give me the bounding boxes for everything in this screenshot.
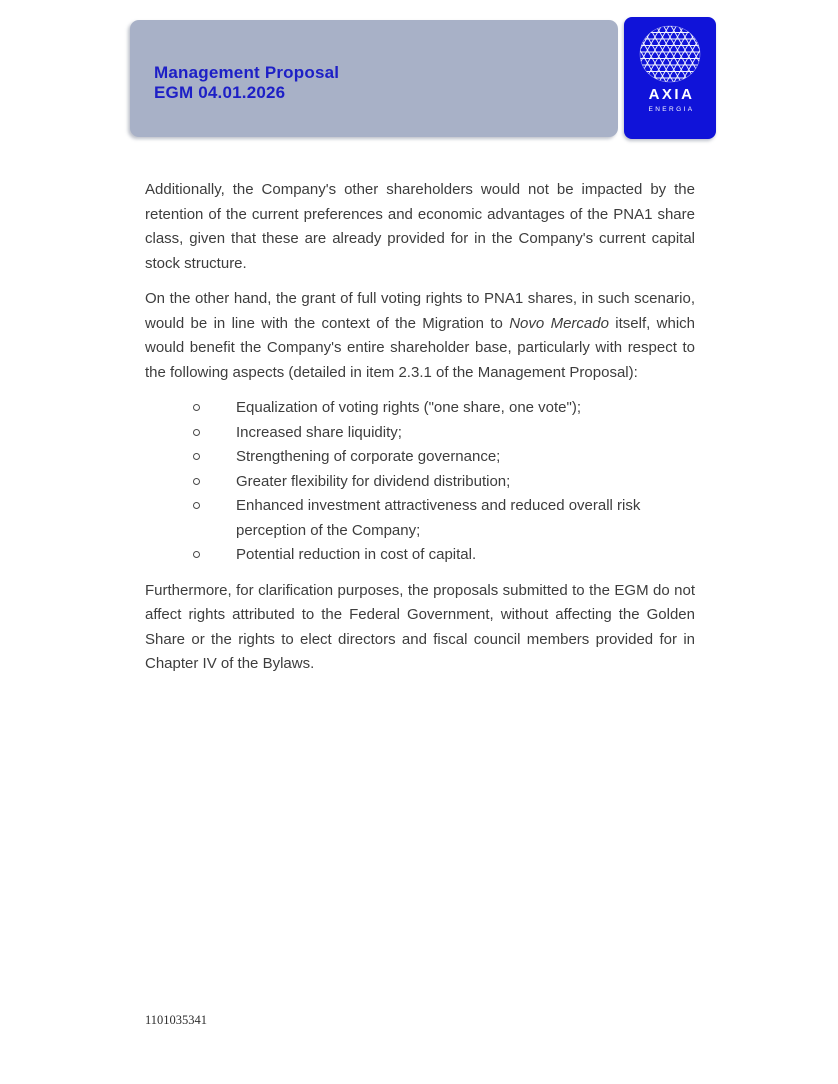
title-line-1: Management Proposal bbox=[154, 63, 340, 82]
logo-brand-text: AXIA bbox=[648, 86, 695, 103]
list-item-text: Increased share liquidity; bbox=[236, 423, 402, 441]
list-item bbox=[145, 421, 695, 446]
aspects-list bbox=[145, 396, 695, 568]
list-item-text: Equalization of voting rights ("one share, one vote"); bbox=[236, 399, 582, 416]
geodesic-sphere-icon bbox=[637, 25, 703, 85]
list-item-text: Strengthening of corporate governance; bbox=[236, 448, 501, 465]
paragraph-1: Additionally, the Company's other shareholders would not be impacted by the retention of the current preferences and economic advantages of the PNA1 share class, given that these are already provided for in the Company's current capital stock structure. bbox=[145, 181, 695, 272]
axia-logo bbox=[624, 17, 716, 139]
list-item bbox=[145, 494, 695, 543]
circle-bullet-icon bbox=[193, 551, 200, 558]
paragraph-2-part2: itself, which would benefit the Company's entire shareholder base, particularly with respect to the following aspects (detailed in item 2.3.1 of the Management Proposal): bbox=[145, 314, 695, 381]
list-item bbox=[145, 445, 695, 470]
list-item bbox=[145, 543, 695, 568]
paragraph-3: Furthermore, for clarification purposes, the proposals submitted to the EGM do not affect rights attributed to the Federal Government, without affecting the Golden Share or the rights to elect directors and fiscal council members provided for in Chapter IV of the Bylaws. bbox=[145, 581, 695, 672]
circle-bullet-icon bbox=[193, 429, 200, 436]
title-line-2: EGM 04.01.2026 bbox=[154, 83, 286, 102]
paragraph-2-italic: Novo Mercado bbox=[509, 314, 609, 332]
circle-bullet-icon bbox=[193, 502, 200, 509]
circle-bullet-icon bbox=[193, 453, 200, 460]
paragraph-2-part1: On the other hand, the grant of full voting rights to PNA1 shares, in such scenario, would be in line with the context of the Migration to bbox=[145, 290, 695, 332]
list-item-text: Greater flexibility for dividend distribution; bbox=[236, 472, 511, 490]
document-number: 1101035341 bbox=[145, 1013, 208, 1027]
paragraph-2 bbox=[145, 287, 695, 385]
header-banner bbox=[130, 20, 618, 137]
list-item-text: Potential reduction in cost of capital. bbox=[236, 546, 477, 563]
list-item bbox=[145, 396, 695, 421]
circle-bullet-icon bbox=[193, 478, 200, 485]
circle-bullet-icon bbox=[193, 404, 200, 411]
logo-subbrand-text: ENERGIA bbox=[648, 106, 695, 113]
page-title bbox=[154, 63, 339, 103]
document-body bbox=[145, 178, 695, 688]
list-item-text: Enhanced investment attractiveness and reduced overall risk perception of the Company; bbox=[236, 497, 641, 539]
list-item bbox=[145, 470, 695, 495]
